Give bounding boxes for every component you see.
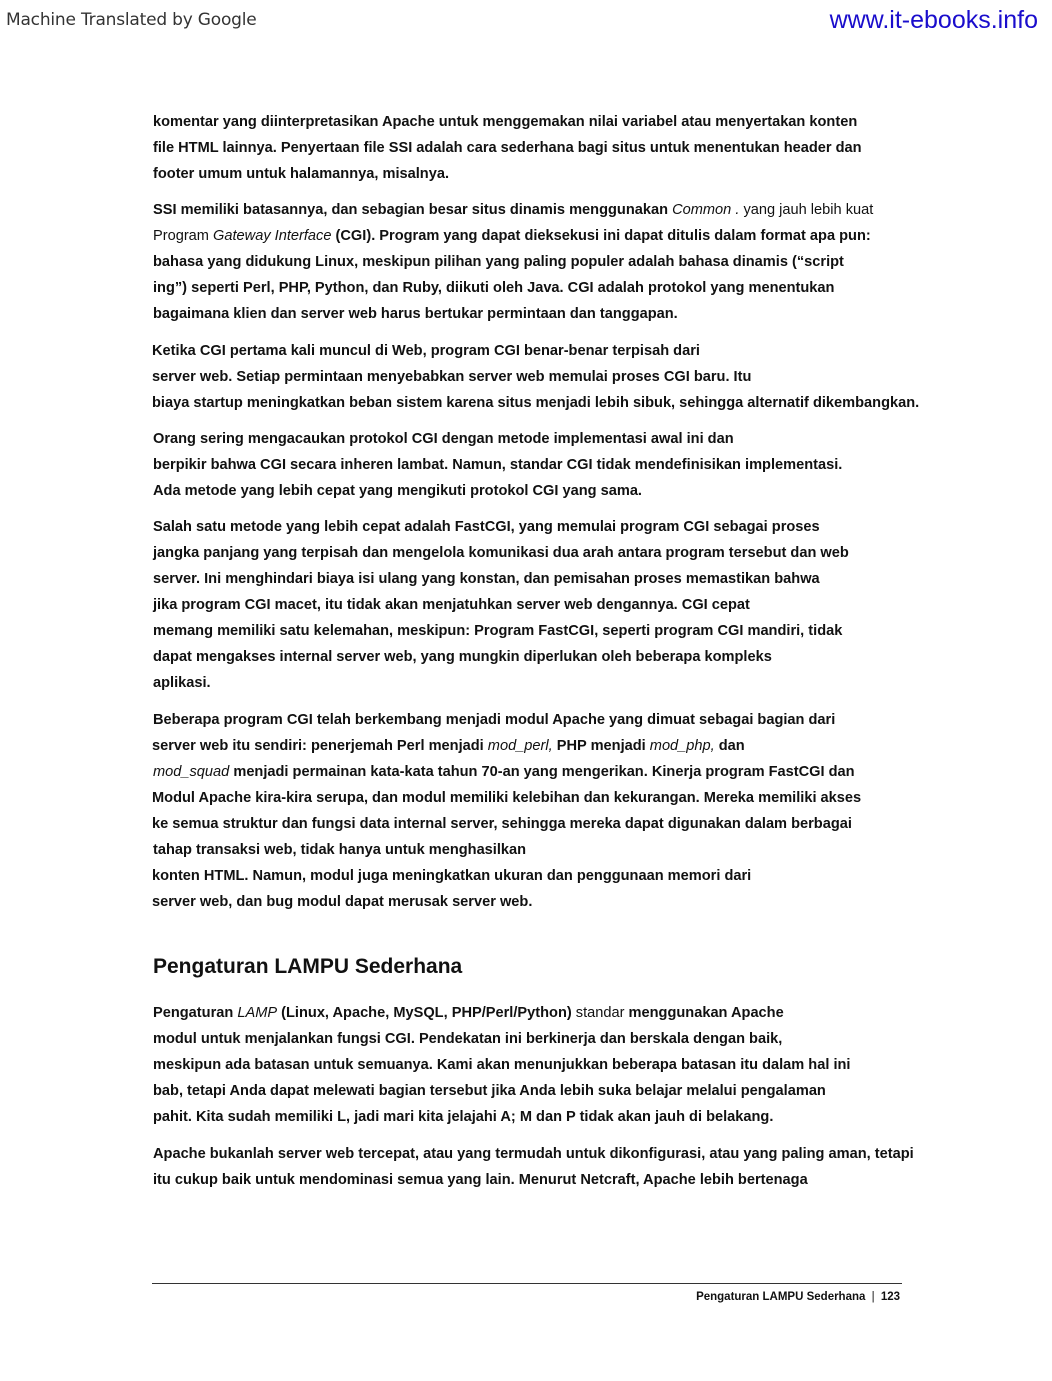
text-segment-italic: mod_squad [153, 764, 230, 780]
text-line [152, 737, 745, 755]
machine-translated-label: Machine Translated by Google [6, 10, 257, 30]
text-line: berpikir bahwa CGI secara inheren lambat. Namun, standar CGI tidak mendefinisikan implementasi. [153, 457, 843, 473]
text-line: Beberapa program CGI telah berkembang menjadi modul Apache yang dimuat sebagai bagian dari [153, 712, 836, 728]
text-line: biaya startup meningkatkan beban sistem karena situs menjadi lebih sibuk, sehingga alternatif dikembangkan. [152, 395, 920, 411]
text-line: Apache bukanlah server web tercepat, atau yang termudah untuk dikonfigurasi, atau yang paling aman, tetapi [153, 1146, 914, 1162]
text-line: server web, dan bug modul dapat merusak server web. [152, 894, 533, 910]
text-line: Salah satu metode yang lebih cepat adalah FastCGI, yang memulai program CGI sebagai proses [153, 519, 820, 535]
text-line: server. Ini menghindari biaya isi ulang yang konstan, dan pemisahan proses memastikan bahwa [153, 571, 820, 587]
text-segment: menjadi permainan kata-kata tahun 70-an yang mengerikan. Kinerja program FastCGI dan [233, 764, 855, 780]
text-line: meskipun ada batasan untuk semuanya. Kami akan menunjukkan beberapa batasan itu dalam hal ini [153, 1057, 851, 1073]
text-segment: PHP menjadi [556, 738, 646, 754]
text-line: dapat mengakses internal server web, yang mungkin diperlukan oleh beberapa kompleks [153, 649, 772, 665]
text-line: file HTML lainnya. Penyertaan file SSI adalah cara sederhana bagi situs untuk menentukan header dan [153, 140, 862, 156]
text-segment-italic: Gateway Interface [213, 228, 332, 244]
text-segment-italic: mod_perl, [487, 738, 553, 754]
page-number: 123 [880, 1291, 900, 1303]
text-segment: (CGI). Program yang dapat dieksekusi ini dapat ditulis dalam format apa pun: [335, 228, 871, 244]
text-line: modul untuk menjalankan fungsi CGI. Pendekatan ini berkinerja dan berskala dengan baik, [153, 1031, 783, 1047]
text-segment: server web itu sendiri: penerjemah Perl menjadi [152, 738, 484, 754]
running-title: Pengaturan LAMPU Sederhana [696, 1291, 866, 1303]
text-segment-italic: LAMP [237, 1005, 278, 1021]
text-line: jangka panjang yang terpisah dan mengelola komunikasi dua arah antara program tersebut dan web [153, 545, 849, 561]
text-line: Ketika CGI pertama kali muncul di Web, program CGI benar-benar terpisah dari [152, 343, 700, 359]
text-line: Modul Apache kira-kira serupa, dan modul memiliki kelebihan dan kekurangan. Mereka memiliki akses [152, 790, 862, 806]
text-line: bab, tetapi Anda dapat melewati bagian tersebut jika Anda lebih suka belajar melalui pengalaman [153, 1083, 826, 1099]
text-line: bagaimana klien dan server web harus bertukar permintaan dan tanggapan. [153, 306, 678, 322]
text-segment: menggunakan Apache [628, 1005, 784, 1021]
text-line: konten HTML. Namun, modul juga meningkatkan ukuran dan penggunaan memori dari [152, 868, 752, 884]
text-line: memang memiliki satu kelemahan, meskipun: Program FastCGI, seperti program CGI mandiri, tidak [153, 623, 843, 639]
text-line: ing”) seperti Perl, PHP, Python, dan Ruby, diikuti oleh Java. CGI adalah protokol yang menentukan [153, 280, 835, 296]
text-segment-regular: yang jauh lebih kuat [743, 202, 874, 218]
text-line: itu cukup baik untuk mendominasi semua yang lain. Menurut Netcraft, Apache lebih bertenaga [153, 1172, 808, 1188]
text-line: jika program CGI macet, itu tidak akan menjatuhkan server web dengannya. CGI cepat [153, 597, 750, 613]
text-line: tahap transaksi web, tidak hanya untuk menghasilkan [153, 842, 527, 858]
page-footer [696, 1291, 900, 1303]
text-line: server web. Setiap permintaan menyebabkan server web memulai proses CGI baru. Itu [152, 369, 752, 385]
text-line: komentar yang diinterpretasikan Apache untuk menggemakan nilai variabel atau menyertakan konten [153, 114, 858, 130]
text-segment: dan [718, 738, 745, 754]
text-line: footer umum untuk halamannya, misalnya. [153, 166, 449, 182]
footer-divider [152, 1283, 902, 1284]
text-line: Ada metode yang lebih cepat yang mengikuti protokol CGI yang sama. [153, 483, 642, 499]
text-segment-italic: Common . [672, 202, 740, 218]
text-segment: (Linux, Apache, MySQL, PHP/Perl/Python) [281, 1005, 572, 1021]
text-line [153, 1004, 784, 1022]
text-line [153, 763, 855, 781]
text-segment-regular: standar [575, 1005, 625, 1021]
it-ebooks-link[interactable]: www.it-ebooks.info [829, 6, 1038, 34]
text-line: pahit. Kita sudah memiliki L, jadi mari kita jelajahi A; M dan P tidak akan jauh di belakang. [153, 1109, 774, 1125]
text-line [153, 201, 873, 219]
section-heading: Pengaturan LAMPU Sederhana [153, 955, 463, 978]
text-segment-italic: mod_php, [649, 738, 715, 754]
footer-separator: | [871, 1291, 875, 1303]
text-line: bahasa yang didukung Linux, meskipun pilihan yang paling populer adalah bahasa dinamis (“script [153, 254, 844, 270]
text-line [153, 227, 871, 245]
text-line: ke semua struktur dan fungsi data internal server, sehingga mereka dapat digunakan dalam berbagai [152, 816, 852, 832]
text-line: Orang sering mengacaukan protokol CGI dengan metode implementasi awal ini dan [153, 431, 734, 447]
text-segment: SSI memiliki batasannya, dan sebagian besar situs dinamis menggunakan [153, 202, 669, 218]
text-segment-regular: Program [153, 228, 209, 244]
text-line: aplikasi. [153, 675, 211, 691]
text-segment: Pengaturan [153, 1005, 234, 1021]
